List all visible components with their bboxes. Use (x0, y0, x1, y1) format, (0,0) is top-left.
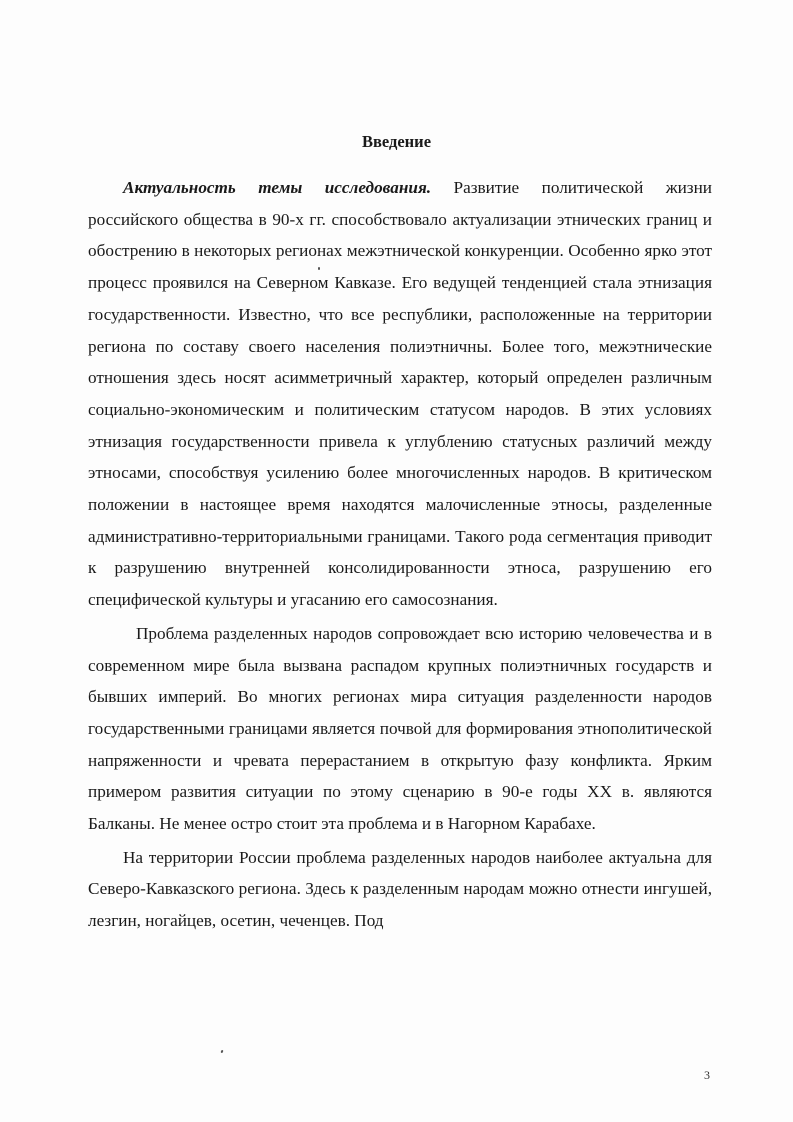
page-title: Введение (361, 132, 432, 151)
paragraph-divided-peoples: Проблема разделенных народов сопровождает всю историю человечества и в современном мире была вызвана распадом крупных полиэтничных государств и бывших империй. Во многих регионах мира ситуация разделенности народов государственными границами является почвой для формирования этнополитической напряженности и чревата перерастанием в открытую фазу конфликта. Ярким примером развития ситуации по этому сценарию в 90-е годы XX в. являются Балканы. Не менее остро стоит эта проблема и в Нагорном Карабахе. (88, 623, 712, 834)
page-number: 3 (704, 1068, 710, 1082)
document-body (88, 172, 712, 937)
scan-speck (318, 267, 320, 270)
paragraph-russia: На территории России проблема разделенных народов наиболее актуальна для Северо-Кавказского региона. Здесь к разделенным народам можно отнести ингушей, лезгин, ногайцев, осетин, чеченцев. Под (88, 847, 712, 931)
paragraph-relevance (88, 172, 712, 616)
scan-speck (220, 1050, 223, 1054)
paragraph-text: Развитие политической жизни российского общества в 90-х гг. способствовало актуализации этнических границ и обострению в некоторых регионах межэтнической конкуренции. Особенно ярко этот процесс проявился на Северном Кавказе. Его ведущей тенденцией стала этнизация государственности. Известно, что все республики, расположенные на территории региона по составу своего населения полиэтничны. Более того, межэтнические отношения здесь носят асимметричный характер, который определен различным социально-экономическим и политическим статусом народов. В этих условиях этнизация государственности привела к углублению статусных различий между этносами, способствуя усилению более многочисленных народов. В критическом положении в настоящее время находятся малочисленные этносы, разделенные административно-территориальными границами. Такого рода сегментация приводит к разрушению внутренней консолидированности этноса, разрушению его специфической культуры и угасанию его самосознания. (88, 178, 712, 610)
paragraph-lead: Актуальность темы исследования. (123, 178, 432, 197)
